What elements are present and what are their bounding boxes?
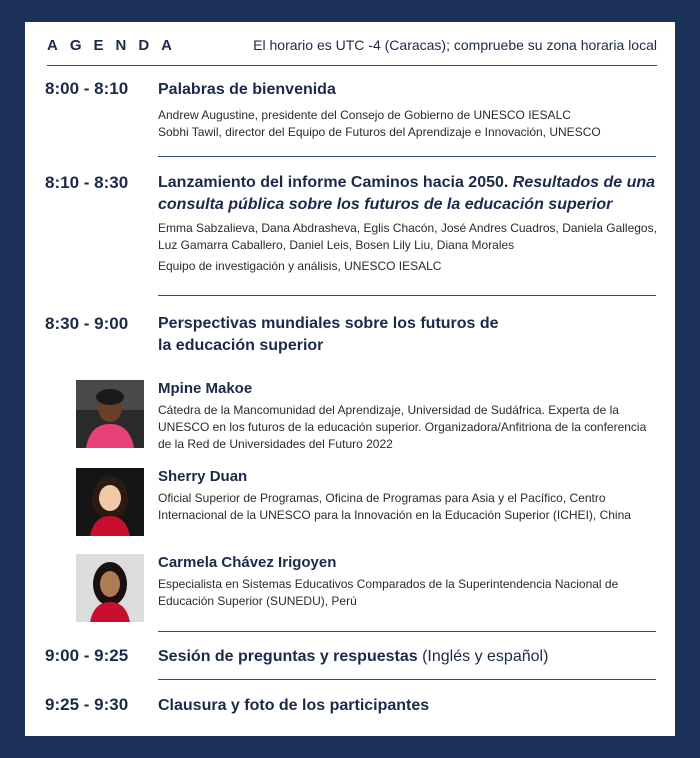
session-title: Sesión de preguntas y respuestas (Inglés y español) — [158, 648, 549, 665]
session-title: Lanzamiento del informe Caminos hacia 2050. Resultados de una consulta pública sobre los futuros de la educación superior — [158, 174, 656, 213]
session-authors: Emma Sabzalieva, Dana Abdrasheva, Eglis Chacón, José Andres Cuadros, Daniela Gallegos, Luz Gamarra Caballero, Daniel Leis, Bosen Lily Liu, Diana Morales — [158, 221, 657, 252]
session-title-italic: Resultados de una consulta pública sobre los futuros de la educación superior — [158, 174, 656, 213]
session-speaker-line: Andrew Augustine, presidente del Consejo de Gobierno de UNESCO IESALC — [158, 108, 571, 122]
speaker-name: Carmela Chávez Irigoyen — [158, 554, 337, 571]
session-team: Equipo de investigación y análisis, UNESCO IESALC — [158, 259, 442, 273]
speaker-photo — [76, 380, 144, 448]
session-title-line2: la educación superior — [158, 337, 324, 354]
separator — [158, 631, 656, 632]
session-title-line1: Perspectivas mundiales sobre los futuros de — [158, 315, 499, 332]
session-title: Palabras de bienvenida — [158, 81, 336, 98]
speaker-photo — [76, 468, 144, 536]
speaker-description: Oficial Superior de Programas, Oficina de Programas para Asia y el Pacífico, Centro Internacional de la UNESCO para la Innovación en la Educación Superior (ICHEI), China — [158, 491, 631, 522]
session-time: 8:10 - 8:30 — [45, 173, 129, 192]
speaker-photo — [76, 554, 144, 622]
session-speaker-line: Sobhi Tawil, director del Equipo de Futuros del Aprendizaje e Innovación, UNESCO — [158, 125, 601, 139]
session-title-suffix: (Inglés y español) — [417, 648, 549, 665]
speaker-name: Sherry Duan — [158, 468, 248, 485]
session-time: 9:00 - 9:25 — [45, 646, 129, 665]
agenda-card — [25, 22, 675, 736]
speaker-name: Mpine Makoe — [158, 380, 253, 397]
separator — [158, 156, 656, 157]
session-time: 8:30 - 9:00 — [45, 314, 129, 333]
speaker-description: Especialista en Sistemas Educativos Comparados de la Superintendencia Nacional de Educación Superior (SUNEDU), Perú — [158, 577, 619, 608]
separator — [158, 295, 656, 296]
timezone-note: El horario es UTC -4 (Caracas); compruebe su zona horaria local — [253, 37, 657, 53]
session-time: 8:00 - 8:10 — [45, 79, 129, 98]
session-time: 9:25 - 9:30 — [45, 695, 129, 714]
speaker-description: Cátedra de la Mancomunidad del Aprendizaje, Universidad de Sudáfrica. Experta de la UNESCO en los futuros de la educación superior. Organizadora/Anfitriona de la conferencia de la Red de Universidades del Futuro 2022 — [158, 403, 647, 451]
session-title: Clausura y foto de los participantes — [158, 697, 430, 714]
separator — [158, 679, 656, 680]
agenda-header — [47, 35, 657, 66]
agenda-title: AGENDA — [47, 37, 185, 54]
